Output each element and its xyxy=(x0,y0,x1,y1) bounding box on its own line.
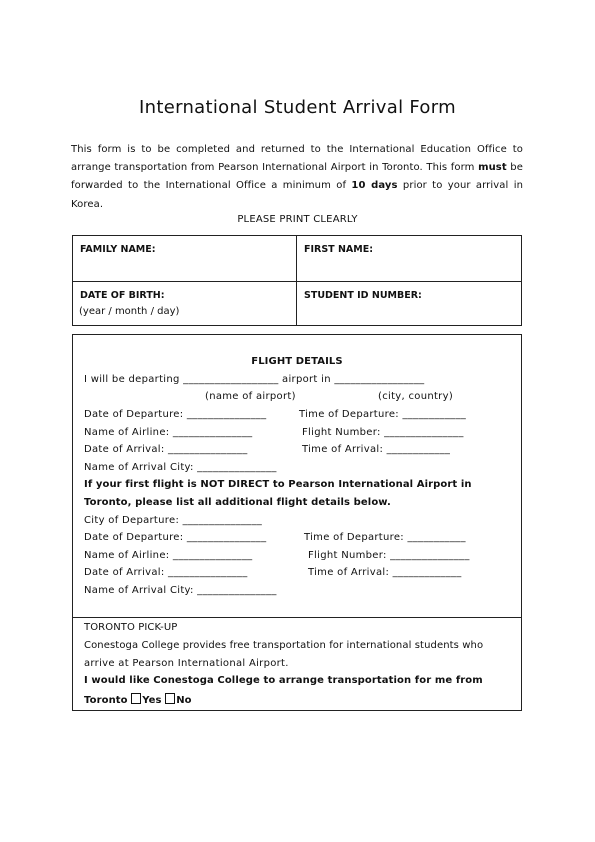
time-of-departure-field[interactable]: Time of Departure: ____________ xyxy=(299,409,467,420)
city-of-departure-field[interactable]: City of Departure: _______________ xyxy=(84,515,263,526)
intro-text-2: be forwarded to the International Office a minimum of xyxy=(71,162,523,192)
table-divider-horizontal xyxy=(73,281,521,282)
intro-must: must xyxy=(478,162,507,174)
intro-text-1: This form is to be completed and returned to the International Education Office to arrange transportation from Pearson International Airport in Toronto. This form xyxy=(71,144,523,174)
date-of-birth-field[interactable]: DATE OF BIRTH: xyxy=(80,290,165,301)
no-label: No xyxy=(176,695,192,706)
please-print-note: PLEASE PRINT CLEARLY xyxy=(237,214,358,225)
name-of-airline-field-2[interactable]: Name of Airline: _______________ xyxy=(84,550,253,561)
not-direct-instruction-1: If your first flight is NOT DIRECT to Pearson International Airport in xyxy=(84,479,472,490)
date-of-departure-field-2[interactable]: Date of Departure: _______________ xyxy=(84,532,267,543)
intro-text-3: prior to your arrival in Korea. xyxy=(71,180,524,210)
first-name-field[interactable]: FIRST NAME: xyxy=(304,244,374,255)
student-id-field[interactable]: STUDENT ID NUMBER: xyxy=(304,290,422,301)
toronto-label: Toronto xyxy=(84,695,128,706)
not-direct-instruction-2: Toronto, please list all additional flight details below. xyxy=(84,497,391,508)
intro-paragraph xyxy=(71,141,523,214)
time-of-arrival-field[interactable]: Time of Arrival: ____________ xyxy=(302,444,451,455)
date-of-birth-format: (year / month / day) xyxy=(79,306,180,317)
family-name-field[interactable]: FAMILY NAME: xyxy=(80,244,156,255)
date-of-arrival-field-2[interactable]: Date of Arrival: _______________ xyxy=(84,567,248,578)
form-title: International Student Arrival Form xyxy=(139,97,456,118)
flight-number-field[interactable]: Flight Number: _______________ xyxy=(302,427,464,438)
time-of-arrival-field-2[interactable]: Time of Arrival: _____________ xyxy=(308,567,462,578)
arrival-city-field[interactable]: Name of Arrival City: _______________ xyxy=(84,462,277,473)
pickup-heading: TORONTO PICK-UP xyxy=(84,622,178,633)
pickup-description-2: arrive at Pearson International Airport. xyxy=(84,658,289,669)
pickup-description-1: Conestoga College provides free transportation for international students who xyxy=(84,640,484,651)
pickup-request: I would like Conestoga College to arrange transportation for me from xyxy=(84,675,483,686)
pickup-divider xyxy=(73,617,521,618)
intro-days: 10 days xyxy=(351,180,398,192)
name-of-airport-caption: (name of airport) xyxy=(205,391,296,402)
date-of-arrival-field[interactable]: Date of Arrival: _______________ xyxy=(84,444,248,455)
student-info-table xyxy=(72,235,522,326)
flight-details-heading: FLIGHT DETAILS xyxy=(251,356,343,367)
yes-checkbox[interactable] xyxy=(131,693,141,704)
flight-number-field-2[interactable]: Flight Number: _______________ xyxy=(308,550,470,561)
yes-label: Yes xyxy=(142,695,162,706)
city-country-caption: (city, country) xyxy=(378,391,454,402)
departing-airport-line[interactable]: I will be departing __________________ airport in _________________ xyxy=(84,374,425,385)
name-of-airline-field[interactable]: Name of Airline: _______________ xyxy=(84,427,253,438)
date-of-departure-field[interactable]: Date of Departure: _______________ xyxy=(84,409,267,420)
pickup-choice-row xyxy=(84,693,192,706)
time-of-departure-field-2[interactable]: Time of Departure: ___________ xyxy=(304,532,466,543)
flight-details-box xyxy=(72,334,522,711)
no-checkbox[interactable] xyxy=(165,693,175,704)
arrival-city-field-2[interactable]: Name of Arrival City: _______________ xyxy=(84,585,277,596)
